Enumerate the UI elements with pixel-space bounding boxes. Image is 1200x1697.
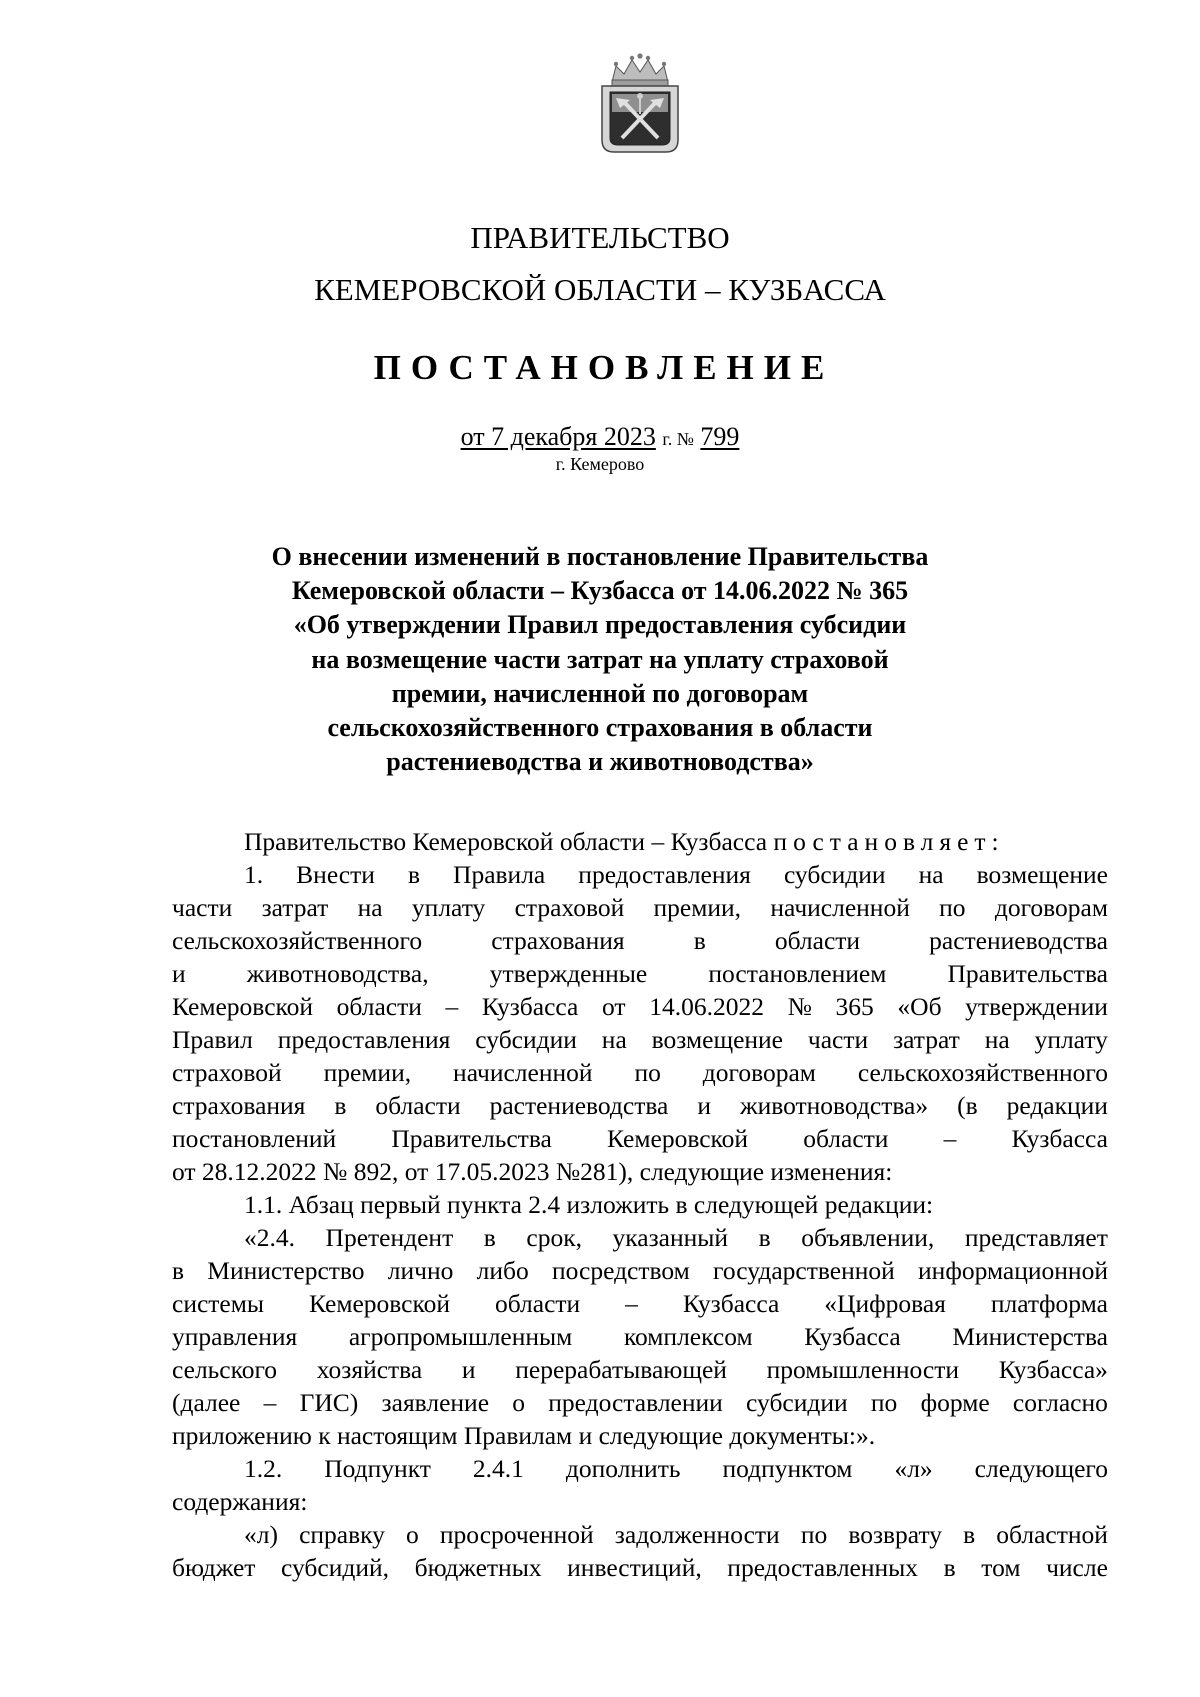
word: (в	[957, 1091, 978, 1120]
coat-of-arms-emblem	[594, 52, 686, 158]
word: «л»	[894, 1454, 933, 1483]
word: –	[445, 992, 459, 1021]
paragraph-line	[172, 957, 1108, 990]
word: и	[697, 1091, 711, 1120]
word: –	[263, 1388, 277, 1417]
word: субсидии	[783, 860, 886, 889]
word: инвестиций,	[567, 1553, 702, 1582]
word: и	[172, 959, 186, 988]
word: срок,	[526, 1223, 582, 1252]
word: Правительства	[391, 1124, 552, 1153]
word: форме	[920, 1388, 990, 1417]
word: затрат	[261, 893, 329, 922]
word: «л)	[244, 1520, 278, 1549]
word: Кемеровской	[308, 1289, 450, 1318]
word: предоставления	[277, 1025, 451, 1054]
word: в	[943, 1553, 956, 1582]
paragraph-line	[172, 1353, 1108, 1386]
line-text: от 28.12.2022 № 892, от 17.05.2023 №281), следующие изменения:	[172, 1157, 893, 1186]
word: страхования	[491, 926, 625, 955]
word: животноводства,	[246, 959, 429, 988]
word: Кемеровской	[607, 1124, 749, 1153]
word: объявлении,	[801, 1223, 935, 1252]
word: 365	[835, 992, 874, 1021]
word: представляет	[964, 1223, 1108, 1252]
word: в	[172, 1256, 185, 1285]
heading-line: «Об утверждении Правил предоставления субсидии	[293, 610, 907, 640]
word: затрат	[893, 1025, 960, 1054]
word: сельского	[172, 1355, 278, 1384]
word: по	[800, 1520, 828, 1549]
word: редакции	[1006, 1091, 1108, 1120]
paragraph-last-line	[172, 1155, 1108, 1188]
word: субсидий,	[281, 1553, 390, 1582]
word: в	[963, 1520, 976, 1549]
word: «2.4.	[244, 1223, 295, 1252]
intro-spaced-verb: постановляет:	[773, 827, 1005, 856]
word: Кузбасса	[804, 1322, 901, 1351]
word: Кузбасса	[682, 1289, 780, 1318]
word: системы	[172, 1289, 265, 1318]
word: справку	[299, 1520, 385, 1549]
word: в	[693, 926, 706, 955]
word: по	[634, 1058, 661, 1087]
word: о	[512, 1388, 526, 1417]
word: в	[407, 860, 420, 889]
paragraph-line	[172, 1122, 1108, 1155]
word: уплату	[1034, 1025, 1108, 1054]
document-number: 799	[700, 422, 740, 451]
word: растениеводства	[929, 926, 1108, 955]
paragraph-last-line	[172, 1485, 1108, 1518]
paragraph-line	[172, 1221, 1108, 1254]
paragraph-line	[172, 1254, 1108, 1287]
word: Претендент	[325, 1223, 454, 1252]
word: 2.4.1	[472, 1454, 524, 1483]
word: страховой	[514, 893, 625, 922]
word: по	[939, 893, 966, 922]
word: растениеводства	[489, 1091, 669, 1120]
word: согласно	[1012, 1388, 1108, 1417]
word: животноводства»	[739, 1091, 929, 1120]
word: предоставления	[578, 860, 751, 889]
word: области	[336, 992, 422, 1021]
word: государственной	[713, 1256, 895, 1285]
word: Внести	[296, 860, 375, 889]
word: Кузбасса	[481, 992, 579, 1021]
paragraph-line	[172, 858, 1108, 891]
word: Правил	[172, 1025, 253, 1054]
word: Кемеровской	[172, 992, 314, 1021]
word: (далее	[172, 1388, 241, 1417]
paragraph-line	[172, 1518, 1108, 1551]
word: в	[483, 1223, 496, 1252]
paragraph-line	[172, 891, 1108, 924]
word: «Об	[897, 992, 942, 1021]
paragraph-line	[172, 1089, 1108, 1122]
word: субсидии	[475, 1025, 577, 1054]
document-date: от 7 декабря 2023	[460, 422, 656, 451]
government-name-line1: ПРАВИТЕЛЬСТВО	[470, 220, 730, 255]
word: сельскохозяйственного	[172, 926, 423, 955]
word: утверждении	[965, 992, 1108, 1021]
word: предоставлении	[548, 1388, 723, 1417]
paragraph-line	[172, 1452, 1108, 1485]
word: области	[774, 926, 861, 955]
intro-text: Правительство Кемеровской области – Кузбасса	[244, 827, 768, 856]
word: Министерства	[952, 1322, 1108, 1351]
word: страховой	[172, 1058, 282, 1087]
word: №	[787, 992, 812, 1021]
word: утвержденные	[489, 959, 648, 988]
word: лично	[387, 1256, 454, 1285]
word: числе	[1046, 1553, 1108, 1582]
word: премии,	[653, 893, 742, 922]
word: платформа	[990, 1289, 1108, 1318]
word: 1.	[244, 860, 264, 889]
intro-line	[172, 825, 1108, 858]
word: дополнить	[565, 1454, 681, 1483]
word: части	[807, 1025, 869, 1054]
word: том	[981, 1553, 1021, 1582]
word: посредством	[551, 1256, 690, 1285]
word: постановлений	[172, 1124, 337, 1153]
word: в	[334, 1091, 347, 1120]
word: задолженности	[614, 1520, 780, 1549]
document-heading	[200, 540, 1000, 779]
word: –	[943, 1124, 957, 1153]
word: просроченной	[439, 1520, 594, 1549]
word: комплексом	[623, 1322, 753, 1351]
paragraph-line	[172, 1320, 1108, 1353]
document-date-number	[0, 420, 1200, 456]
word: области	[494, 1289, 581, 1318]
paragraph-line	[172, 1287, 1108, 1320]
heading-line: растениеводства и животноводства»	[386, 747, 814, 777]
document-body	[172, 825, 1108, 1584]
word: о	[406, 1520, 419, 1549]
word: части	[172, 893, 233, 922]
heading-line: Кемеровской области – Кузбасса от 14.06.2022 № 365	[291, 576, 909, 606]
word: Кузбасса»	[998, 1355, 1108, 1384]
word: возмещение	[651, 1025, 784, 1054]
word: хозяйства	[316, 1355, 423, 1384]
word: договорам	[994, 893, 1108, 922]
word: на	[601, 1025, 627, 1054]
word: в	[758, 1223, 771, 1252]
word: перерабатывающей	[515, 1355, 727, 1384]
word: промышленности	[766, 1355, 960, 1384]
government-name-line2: КЕМЕРОВСКОЙ ОБЛАСТИ – КУЗБАССА	[314, 272, 886, 307]
word: и	[461, 1355, 476, 1384]
word: премии,	[323, 1058, 412, 1087]
word: договорам	[702, 1058, 816, 1087]
word: информационной	[918, 1256, 1108, 1285]
heading-line: премии, начисленной по договорам	[391, 678, 809, 708]
heading-line: О внесении изменений в постановление Правительства	[271, 542, 929, 571]
word: управления	[172, 1322, 298, 1351]
word: страхования	[172, 1091, 306, 1120]
word: возмещение	[976, 860, 1108, 889]
word: областной	[996, 1520, 1108, 1549]
paragraph-line	[172, 1386, 1108, 1419]
word: подпунктом	[722, 1454, 853, 1483]
line-text: приложению к настоящим Правилам и следующие документы:».	[172, 1421, 876, 1450]
word: бюджетных	[414, 1553, 542, 1582]
word: ГИС)	[299, 1388, 359, 1417]
word: Подпункт	[324, 1454, 431, 1483]
paragraph-line	[172, 1023, 1108, 1056]
word: бюджет	[172, 1553, 256, 1582]
word: «Цифровая	[824, 1289, 946, 1318]
word: постановлением	[708, 959, 887, 988]
word: возврату	[848, 1520, 943, 1549]
year-number-label: г. №	[662, 429, 694, 449]
paragraph-last-line	[172, 1419, 1108, 1452]
word: на	[357, 893, 383, 922]
word: субсидии	[746, 1388, 848, 1417]
line-text: 1.1. Абзац первый пункта 2.4 изложить в следующей редакции:	[244, 1190, 934, 1219]
word: начисленной	[453, 1058, 593, 1087]
word: Министерство	[207, 1256, 365, 1285]
paragraph-line	[172, 924, 1108, 957]
subitem-1-1	[172, 1188, 1108, 1221]
word: заявление	[381, 1388, 490, 1417]
word: сельскохозяйственного	[857, 1058, 1108, 1087]
word: по	[870, 1388, 898, 1417]
word: –	[625, 1289, 638, 1318]
word: уплату	[411, 893, 486, 922]
paragraph-line	[172, 1551, 1108, 1584]
word: начисленной	[770, 893, 910, 922]
word: Правила	[453, 860, 546, 889]
document-city: г. Кемерово	[555, 454, 645, 474]
word: либо	[476, 1256, 529, 1285]
word: предоставленных	[727, 1553, 919, 1582]
word: следующего	[974, 1454, 1108, 1483]
paragraph-line	[172, 990, 1108, 1023]
word: агропромышленным	[348, 1322, 573, 1351]
word: на	[918, 860, 944, 889]
word: области	[803, 1124, 889, 1153]
word: 14.06.2022	[649, 992, 764, 1021]
word: от	[602, 992, 626, 1021]
word: на	[984, 1025, 1010, 1054]
heading-line: на возмещение части затрат на уплату страховой	[311, 644, 889, 674]
word: указанный	[612, 1223, 729, 1252]
word: 1.2.	[244, 1454, 283, 1483]
paragraph-line	[172, 1056, 1108, 1089]
word: Кузбасса	[1011, 1124, 1108, 1153]
document-type-title: ПОСТАНОВЛЕНИЕ	[373, 348, 835, 387]
word: Правительства	[947, 959, 1108, 988]
word: области	[375, 1091, 461, 1120]
line-text: содержания:	[172, 1487, 308, 1516]
heading-line: сельскохозяйственного страхования в области	[327, 713, 873, 743]
